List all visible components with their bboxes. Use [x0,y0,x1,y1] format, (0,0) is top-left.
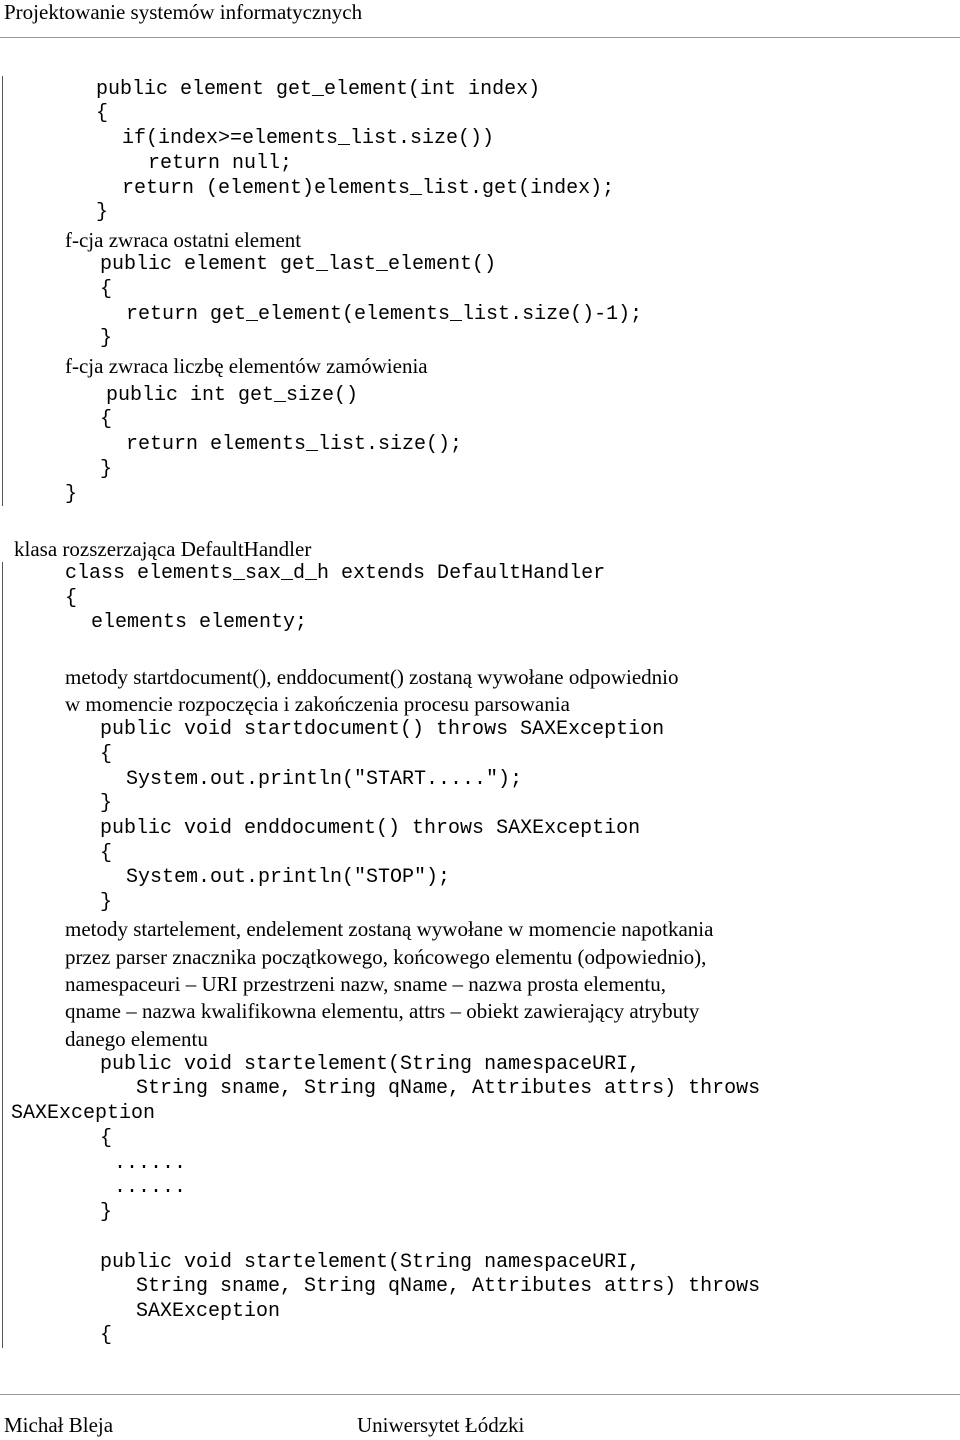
code-line: } [100,792,113,815]
code-line: { [96,102,109,125]
left-margin-bar [2,76,3,506]
code-line: ...... [114,1176,187,1199]
footer-divider [0,1394,960,1395]
code-line: String sname, String qName, Attributes attrs) throws [136,1077,761,1100]
code-line: public void enddocument() throws SAXException [100,817,641,840]
code-line: SAXException [11,1102,156,1125]
code-line: elements elementy; [91,611,308,634]
footer-university: Uniwersytet Łódzki [357,1413,525,1437]
code-line: { [65,587,78,610]
code-line: String sname, String qName, Attributes attrs) throws [136,1275,761,1298]
code-line: { [100,743,113,766]
code-line: public element get_last_element() [100,253,497,276]
code-line: ...... [114,1152,187,1175]
code-line: System.out.println("STOP"); [126,866,451,889]
code-line: public void startelement(String namespaceURI, [100,1251,641,1274]
code-line: } [96,201,109,224]
comment-line: qname – nazwa kwalifikowna elementu, attrs – obiekt zawierający atrybuty [65,999,700,1023]
comment-line: f-cja zwraca ostatni element [65,228,302,252]
code-line: } [100,458,113,481]
code-line: SAXException [136,1300,281,1323]
code-line: public void startdocument() throws SAXException [100,718,665,741]
page-header-title: Projektowanie systemów informatycznych [4,0,363,24]
footer-author: Michał Bleja [4,1413,114,1437]
code-line: } [65,483,78,506]
comment-line: klasa rozszerzająca DefaultHandler [14,537,312,561]
comment-line: danego elementu [65,1027,208,1051]
comment-line: metody startdocument(), enddocument() zostaną wywołane odpowiednio [65,665,679,689]
header-divider [0,37,960,38]
code-line: { [100,1127,113,1150]
comment-line: namespaceuri – URI przestrzeni nazw, sname – nazwa prosta elementu, [65,972,666,996]
left-margin-bar [2,562,3,1348]
code-line: { [100,408,113,431]
code-line: return get_element(elements_list.size()-1); [126,303,643,326]
code-line: return null; [148,152,293,175]
code-line: public element get_element(int index) [96,78,541,101]
code-line: public int get_size() [106,384,359,407]
code-line: return (element)elements_list.get(index); [122,177,615,200]
code-line: } [100,891,113,914]
comment-line: w momencie rozpoczęcia i zakończenia procesu parsowania [65,692,570,716]
code-line: class elements_sax_d_h extends DefaultHandler [65,562,606,585]
code-line: { [100,842,113,865]
code-line: { [100,278,113,301]
code-line: } [100,1201,113,1224]
code-line: } [100,327,113,350]
code-line: if(index>=elements_list.size()) [122,127,495,150]
code-line: System.out.println("START....."); [126,768,523,791]
code-line: { [100,1324,113,1347]
code-line: return elements_list.size(); [126,433,463,456]
comment-line: przez parser znacznika początkowego, końcowego elementu (odpowiednio), [65,945,707,969]
code-line: public void startelement(String namespaceURI, [100,1053,641,1076]
comment-line: metody startelement, endelement zostaną wywołane w momencie napotkania [65,917,714,941]
comment-line: f-cja zwraca liczbę elementów zamówienia [65,354,428,378]
